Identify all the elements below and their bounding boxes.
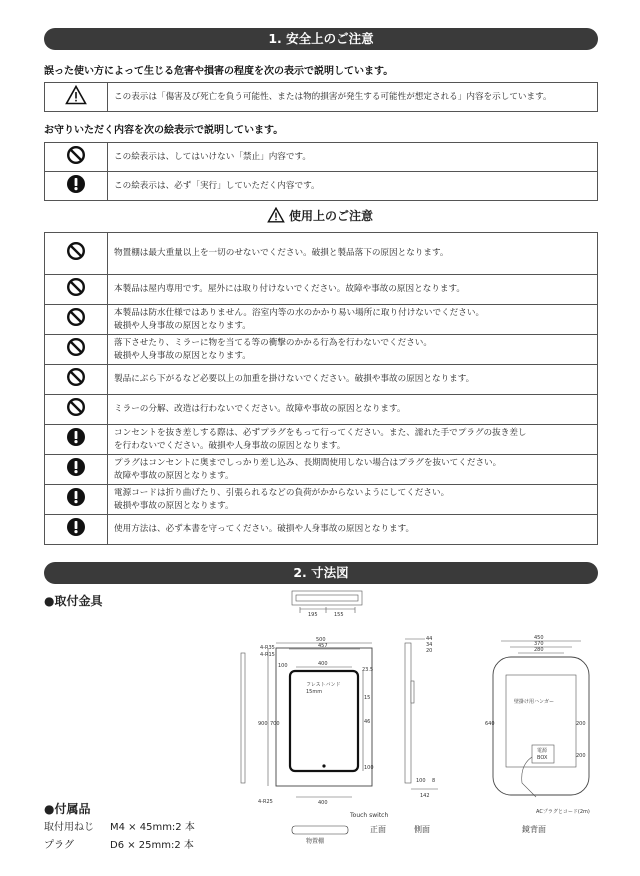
front-dim: 900 — [258, 721, 268, 727]
usage-line: 破損や人身事故の原因となります。 — [114, 320, 251, 331]
prohibition-icon — [66, 307, 86, 327]
symbol-legend-table — [44, 142, 598, 201]
mandatory-icon — [66, 487, 86, 507]
back-view-label: 鏡背面 — [522, 825, 546, 834]
usage-row — [45, 425, 598, 455]
usage-row — [45, 335, 598, 365]
back-dim: 200 — [576, 721, 586, 727]
symbol-row — [45, 143, 598, 172]
side-dim: 20 — [426, 648, 433, 654]
front-dim: 500 — [316, 637, 326, 643]
intro-text-2: お守りいただく内容を次の絵表示で説明しています。 — [44, 125, 284, 136]
front-dim: 4-R35 — [260, 645, 275, 651]
usage-row — [45, 365, 598, 395]
intro-text-1: 誤った使い方によって生じる危害や損害の程度を次の表示で説明しています。 — [44, 66, 394, 77]
usage-line: 製品にぶら下がるなど必要以上の加重を掛けないでください。破損や事故の原因となります。 — [114, 374, 475, 384]
prohibition-icon — [66, 397, 86, 417]
front-label: フレストバンド — [306, 682, 341, 688]
usage-line: を行わないでください。破損や人身事故の原因となります。 — [114, 440, 346, 451]
usage-row — [45, 515, 598, 545]
symbol-text: この絵表示は、してはいけない「禁止」内容です。 — [108, 143, 598, 172]
front-dim: 23.5 — [362, 667, 374, 673]
section-header-safety: 1. 安全上のご注意 — [44, 28, 598, 50]
caution-row — [45, 83, 598, 112]
prohibition-icon — [66, 241, 86, 261]
usage-line: ミラーの分解、改造は行わないでください。故障や事故の原因となります。 — [114, 404, 406, 414]
back-dim: 370 — [534, 641, 544, 647]
usage-row — [45, 455, 598, 485]
bracket-dim: 155 — [334, 612, 344, 618]
side-view-drawing — [405, 636, 438, 834]
bracket-dim: 195 — [308, 612, 318, 618]
side-dim: 44 — [426, 636, 433, 642]
usage-line: 本製品は防水仕様ではありません。浴室内等の水のかかり易い場所に取り付けないでください。 — [114, 307, 485, 318]
symbol-text: この絵表示は、必ず「実行」していただく内容です。 — [108, 172, 598, 201]
usage-line: プラグはコンセントに奥までしっかり差し込み、長期間使用しない場合はプラグを抜いてください。 — [114, 457, 502, 468]
front-view-drawing — [241, 637, 388, 845]
usage-row — [45, 305, 598, 335]
usage-line: 破損や事故の原因となります。 — [114, 500, 234, 511]
usage-title: 使用上のご注意 — [288, 209, 373, 223]
back-label: 壁掛け用ハンガー — [514, 699, 555, 705]
mandatory-icon — [66, 457, 86, 477]
bracket-drawing — [292, 591, 362, 618]
usage-table — [44, 232, 598, 545]
usage-row — [45, 275, 598, 305]
usage-line: 本製品は屋内専用です。屋外には取り付けないでください。故障や事故の原因となります。 — [114, 284, 465, 294]
caution-triangle-icon — [65, 85, 87, 105]
back-dim: 450 — [534, 635, 544, 641]
back-dim: 200 — [576, 753, 586, 759]
accessories-heading: ●付属品 — [44, 802, 91, 816]
front-dim: 700 — [270, 721, 280, 727]
back-label: ACプラグとコード(2m) — [536, 809, 590, 815]
front-dim: 400 — [318, 661, 328, 667]
usage-line: 電源コードは折り曲げたり、引張られるなどの負荷がかからないようにしてください。 — [114, 487, 450, 498]
prohibition-icon — [66, 277, 86, 297]
front-dim: 4-R15 — [260, 652, 275, 658]
front-dim: 46 — [364, 719, 371, 725]
caution-triangle-icon — [267, 207, 285, 223]
caution-note: この表示は「傷害及び死亡を負う可能性、または物的損害が発生する可能性が想定される」内容を示しています。 — [108, 83, 598, 112]
touch-switch-label: Touch switch — [350, 812, 389, 819]
back-label: BOX — [537, 755, 548, 761]
caution-table — [44, 82, 598, 112]
prohibition-icon — [66, 337, 86, 357]
touch-switch-icon — [322, 764, 325, 767]
usage-row — [45, 233, 598, 275]
back-dim: 280 — [534, 647, 544, 653]
side-dim: 100 — [416, 778, 426, 784]
usage-row — [45, 485, 598, 515]
prohibition-icon — [66, 367, 86, 387]
mandatory-icon — [66, 517, 86, 537]
side-dim: 34 — [426, 642, 433, 648]
front-dim: 15 — [364, 695, 371, 701]
front-dim: 4-R25 — [258, 799, 273, 805]
usage-line: 物置棚は最大重量以上を一切のせないでください。破損と製品落下の原因となります。 — [114, 248, 449, 258]
back-label: 電源 — [537, 748, 548, 754]
mandatory-icon — [66, 427, 86, 447]
dimension-drawing — [0, 585, 640, 850]
front-dim: 457 — [318, 643, 328, 649]
accessory-value: M4 × 45mm:2 本 — [110, 822, 195, 833]
front-dim: 100 — [364, 765, 374, 771]
accessory-name: 取付用ねじ — [44, 822, 94, 833]
back-view-drawing — [485, 635, 590, 834]
usage-line: 故障や事故の原因となります。 — [114, 470, 234, 481]
front-label: 15mm — [306, 689, 323, 695]
usage-heading — [0, 207, 640, 224]
bracket-heading: ●取付金具 — [44, 594, 103, 608]
side-dim: 142 — [420, 793, 430, 799]
usage-line: 落下させたり、ミラーに物を当てる等の衝撃のかかる行為を行わないでください。 — [114, 337, 432, 348]
front-dim: 400 — [318, 800, 328, 806]
section-header-dimensions: 2. 寸法図 — [44, 562, 598, 584]
mandatory-icon — [66, 174, 86, 194]
usage-row — [45, 395, 598, 425]
side-view-label: 側面 — [414, 825, 430, 834]
back-dim: 640 — [485, 721, 495, 727]
side-dim: 8 — [432, 778, 436, 784]
accessory-name: プラグ — [44, 840, 74, 851]
prohibition-icon — [66, 145, 86, 165]
usage-line: 使用方法は、必ず本書を守ってください。破損や人身事故の原因となります。 — [114, 524, 415, 534]
front-dim: 100 — [278, 663, 288, 669]
usage-line: 破損や人身事故の原因となります。 — [114, 350, 251, 361]
front-view-label: 正面 — [370, 825, 386, 834]
usage-line: コンセントを抜き差しする際は、必ずプラグをもって行ってください。また、濡れた手でプラグの抜き差し — [114, 427, 527, 438]
accessory-value: D6 × 25mm:2 本 — [110, 840, 194, 851]
symbol-row — [45, 172, 598, 201]
shelf-label: 物置棚 — [306, 838, 325, 845]
